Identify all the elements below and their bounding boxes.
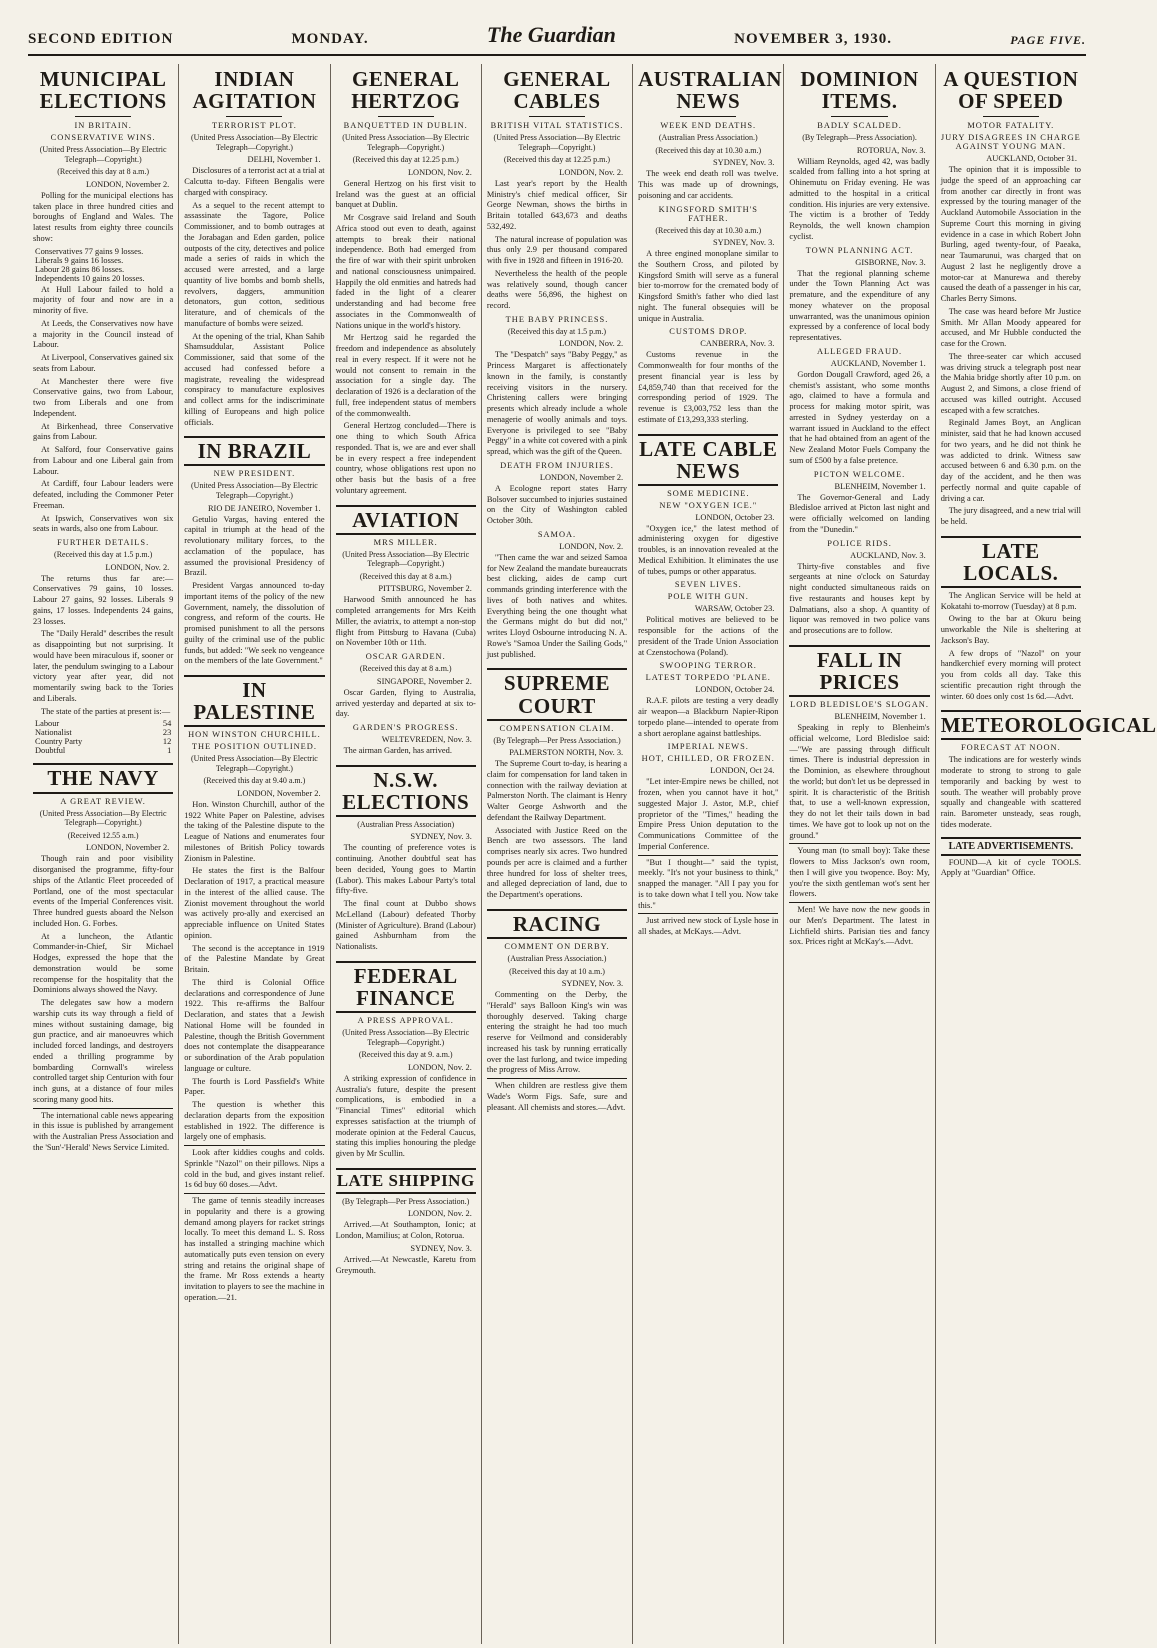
dateline: LONDON, Nov. 2. — [407, 167, 472, 177]
subheading: BADLY SCALDED. — [817, 121, 902, 131]
credit-line: (United Press Association—By Electric Telegraph—Copyright.) — [39, 808, 167, 828]
party-name: Doubtful — [35, 746, 66, 756]
subheading: OSCAR GARDEN. — [365, 652, 446, 662]
paragraph: The counting of preference votes is continuing. Another doubtful seat has been decided, Young goes to Martin (Labor). This makes Labour Party's total fifty-five. — [335, 843, 476, 896]
dateline: GISBORNE, Nov. 3. — [855, 257, 926, 267]
paragraph: The jury disagreed, and a new trial will be held. — [940, 506, 1081, 527]
subheading: FURTHER DETAILS. — [57, 538, 150, 548]
advertisement: Just arrived new stock of Lysle hose in all shades, at McKays.—Advt. — [638, 913, 778, 938]
table-cell: Labour 28 gains 86 losses. — [35, 264, 125, 274]
received-line: (Received this day at 12.25 p.m.) — [352, 155, 459, 165]
paragraph: "Oxygen ice," the latest method of administering oxygen for digestive troubles, is an innovation revealed at the Medical Exhibition. It eliminates the use of tubes, pumps or other apparatus. — [638, 523, 779, 576]
table-cell: Conservatives 77 gains 9 losses. — [35, 246, 144, 256]
subheading: BANQUETTED IN DUBLIN. — [343, 121, 468, 131]
table-row — [33, 265, 173, 274]
received-line: (Received this day at 12.25 p.m.) — [503, 155, 611, 165]
paragraph: The indications are for westerly winds moderate to strong to strong to gale temporarily and backing by west to south. The weather will probably prove squally and changeable with scattered rain. Barometer unsteady, seas rough, tides moderate. — [940, 755, 1081, 829]
paragraph: The opinion that it is impossible to judge the speed of an approaching car from another car directly in front was expressed by the touring manager of the Auckland Automobile Association in the Supreme Court this morning in giving evidence in a case in which Robert John Burling, aged twenty-four, of Paeaka, near Taumarunui, was charged that on August 2 last he negligently drove a motor-car at Manurewa and thereby caused the death of a passenger in his car, Charles Berry Simons. — [940, 165, 1081, 304]
dateline: BLENHEIM, November 1. — [834, 481, 926, 491]
subheading: COMMENT ON DERBY. — [504, 941, 610, 951]
column-3 — [331, 64, 482, 1644]
subheading: SAMOA. — [537, 529, 577, 539]
subheading: LORD BLEDISLOE'S SLOGAN. — [790, 700, 929, 710]
divider — [378, 116, 434, 117]
column-6 — [784, 64, 935, 1644]
paragraph: The delegates saw how a modern warship cuts its way through a field of mines without sustaining damage, big gun practice, and air manoeuvres which included forced landings, and destroyers ended a thrilling programme by bombarding Cornwall's wireless controlled target ship Centurion with four inch guns, at a distance of four miles scoring many good hits. — [33, 998, 174, 1104]
headline: FALL IN PRICES — [789, 645, 929, 697]
divider — [75, 116, 131, 117]
paragraph: The airman Garden, has arrived. — [343, 746, 452, 756]
headline: GENERAL CABLES — [503, 67, 611, 114]
paragraph: The final count at Dubbo shows McLelland (Labour) defeated Thorby (Minister of Agriculture). Brand (Labour) gained Ashburnham from the Nationalists. — [335, 899, 476, 952]
subheading: SWOOPING TERROR. — [659, 661, 757, 671]
subheading: SEVEN LIVES. — [674, 580, 742, 590]
paragraph: Owing to the bar at Okuru being unworkable the Nile is sheltering at Jackson's Bay. — [940, 614, 1081, 645]
dateline: LONDON, October 24. — [695, 685, 775, 695]
received-line: (Received 12.55 a.m.) — [67, 830, 139, 840]
headline: AVIATION — [336, 505, 476, 535]
subheading: THE POSITION OUTLINED. — [191, 742, 317, 752]
dateline: RIO DE JANEIRO, November 1. — [207, 503, 321, 513]
headline: MUNICIPAL ELECTIONS — [39, 67, 167, 114]
subheading: POLE WITH GUN. — [667, 592, 749, 602]
paragraph: A three engined monoplane similar to the Southern Cross, and piloted by Kingsford Smith will serve as a funeral bier to-morrow for the cremated body of Kingsford Smith's father who died last night. The funeral obsequies will be unique in Australia. — [638, 249, 779, 323]
headline: LATE CABLE NEWS — [638, 434, 778, 486]
paragraph: At Cardiff, four Labour leaders were defeated, including the Commoner Peter Freeman. — [33, 479, 174, 510]
paragraph: At Leeds, the Conservatives now have a majority in the Council instead of Labour. — [33, 318, 174, 350]
paragraph: At Salford, four Conservative gains from Labour and one Liberal gain from Labour. — [33, 445, 174, 476]
paragraph: At Birkenhead, three Conservative gains from Labour. — [33, 421, 174, 442]
divider — [680, 116, 736, 117]
credit-line: (Australian Press Association.) — [658, 133, 758, 143]
paragraph: The "Despatch" says "Baby Peggy," as Princess Margaret is affectionately known in the family, is constantly receiving visitors in the nursery. Christening callers were bringing presents which already include a whole menagerie of woolly animals and toys. Everyone is privileged to see "Baby Peggy" in a white cot covered with a pink spread, which was the gift of the Queen. — [486, 350, 628, 457]
paragraph: Mr Cosgrave said Ireland and South Africa stood out even to death, against attempts to break their national independence. Both had emerged from the fire of war with their spirit unbroken and national consciousness unimpaired. Happily the old enmities and hatreds had faded in the light of a clearer understanding and had become free associates in the Commonwealth of Nations unique in the world's history. — [335, 213, 476, 330]
dateline: LONDON, Nov. 2. — [559, 541, 624, 551]
table-row — [33, 274, 173, 283]
table-cell: Liberals 9 gains 16 losses. — [35, 255, 124, 265]
results-table — [33, 247, 173, 283]
table-cell: Independents 10 gains 20 losses. — [35, 273, 145, 283]
advertisement: When children are restless give them Wade's Worm Figs. Safe, sure and pleasant. All chemists and stores.—Advt. — [487, 1078, 627, 1113]
paragraph: At a luncheon, the Atlantic Commander-in-Chief, Sir Michael Hodges, expressed the hope that the demonstration would be some recompense for the hospitality that the Dominions always showed the Navy. — [33, 931, 174, 995]
party-count: 23 — [162, 728, 172, 738]
column-2 — [179, 64, 330, 1644]
dateline: AUCKLAND, November 1. — [830, 358, 926, 368]
divider — [831, 116, 887, 117]
paragraph: He states the first is the Balfour Declaration of 1917, a practical measure in the interest of the allied cause. The Zionist movement throughout the world was actively pro-ally and exercised an appreciable influence on United States opinion. — [184, 866, 325, 940]
subheading: WEEK END DEATHS. — [660, 121, 757, 131]
column-4 — [482, 64, 633, 1644]
advertisement: The international cable news appearing in this issue is published by arrangement with the Australian Press Association and the 'Sun'-'Herald' News Service Limited. — [33, 1108, 173, 1154]
credit-line: (United Press Association—By Electric Telegraph—Copyright.) — [342, 1028, 470, 1047]
headline: AUSTRALIAN NEWS — [638, 67, 782, 114]
paragraph: At Liverpool, Conservatives gained six seats from Labour. — [33, 353, 174, 373]
paragraph: R.A.F. pilots are testing a very deadly air weapon—a Blackburn Napier-Ripon torpedo plane—intended to operate from a short aeroplane against battleships. — [638, 696, 779, 738]
headline: SUPREME COURT — [487, 668, 627, 720]
subheading: HON WINSTON CHURCHILL. — [188, 730, 321, 740]
credit-line: (United Press Association—By Electric Telegraph—Copyright.) — [342, 133, 470, 152]
column-7 — [936, 64, 1157, 1644]
paragraph: At the opening of the trial, Khan Sahib Shamsuddular, Assistant Police Commissioner, said that some of the accused had confessed before a magistrate, revealing the widespread conspiracy to manufacture explosives and collect arms for the indiscriminate killing of Europeans and high police officials. — [184, 331, 325, 427]
dateline: SYDNEY, Nov. 3. — [561, 979, 624, 989]
paragraph: The Supreme Court to-day, is hearing a claim for compensation for land taken in connection with the railway deviation at Palmerston North. The claimant is Henry Walter George Ashworth and the defendant the Railway Department. — [486, 759, 628, 822]
paragraph: William Reynolds, aged 42, was badly scalded from falling into a hot spring at Ohinemutu on Friday evening. He was admitted to the hospital in a critical condition. His injuries are very extensive. The victim is a brother of Teddy Reynolds, the well known champion cyclist. — [789, 156, 930, 241]
column-5 — [633, 64, 784, 1644]
masthead-day: MONDAY. — [291, 31, 369, 47]
paragraph: The second is the acceptance in 1919 of the Palestine Mandate by Great Britain. — [184, 943, 325, 975]
headline: LATE SHIPPING — [336, 1168, 476, 1194]
credit-line: (United Press Association—By Electric Telegraph—Copyright.) — [39, 145, 167, 164]
paragraph: General Hertzog concluded—There is one thing to which South Africa responded. That is, we are and ever shall be in every respect a free independent country, whose obligations rest upon no other basis but the basis of a free voluntary agreement. — [335, 421, 476, 495]
dateline: SYDNEY, Nov. 3. — [712, 158, 775, 168]
paragraph: At Hull Labour failed to hold a majority of four and now are in a minority of five. — [33, 284, 174, 316]
headline: N.S.W. ELECTIONS — [336, 765, 476, 817]
dateline: AUCKLAND, October 31. — [986, 154, 1077, 164]
paragraph: President Vargas announced to-day important items of the policy of the new Government, namely, the dissolution of congress, and reform of the courts. He promised punishment to all the persons guilty of the criminal use of the public funds, but added: "We seek no vengeance on the members of the late Government." — [184, 581, 325, 666]
paragraph: Arrived.—At Southampton, Ionic; at London, Mamilius; at Colon, Rotorua. — [335, 1220, 476, 1241]
subheading: POLICE RIDS. — [827, 538, 892, 548]
dateline: LONDON, Nov. 2. — [559, 339, 624, 349]
party-count: 12 — [162, 737, 172, 747]
paragraph: The "Daily Herald" describes the result as disappointing but not surprising. It would have been miraculous if, sooner or later, the pendulum swinging to a Labour victory year after year, did not momentarily swing back to the Tories and Liberals. — [33, 629, 174, 703]
subheading: GARDEN'S PROGRESS. — [352, 723, 459, 733]
dateline: CANBERRA, Nov. 3. — [700, 339, 775, 349]
headline: FEDERAL FINANCE — [336, 961, 476, 1013]
subheading: SOME MEDICINE. — [667, 488, 750, 498]
dateline: SINGAPORE, November 2. — [376, 676, 472, 686]
dateline: LONDON, Nov. 2. — [105, 562, 170, 572]
credit-line: (Australian Press Association.) — [507, 953, 607, 963]
paragraph: A few drops of "Nazol" on your handkerchief every morning will protect you from colds all day. Take this scientific precaution right through the winter. 60 does only cost 1s 6d.—Advt. — [940, 648, 1081, 701]
received-line: (Received this day at 1.5 p.m.) — [54, 550, 153, 560]
paragraph: Customs revenue in the Commonwealth for four months of the present financial year is less by £4,859,740 than that received for the corresponding period of 1929. The revenue is £3,003,752 less than the estimate of £13,293,333 sterling. — [638, 350, 779, 424]
dateline: LONDON, Nov. 2. — [407, 1062, 472, 1072]
headline: IN PALESTINE — [184, 675, 324, 727]
party-name: Nationalist — [35, 728, 72, 738]
subheading: BRITISH VITAL STATISTICS. — [490, 121, 624, 131]
received-line: (Received this day at 1.5 p.m.) — [507, 326, 607, 336]
received-line: (Received this day at 10.30 a.m.) — [655, 225, 762, 235]
dateline: LONDON, Nov. 2. — [559, 167, 624, 177]
credit-line: (Australian Press Association) — [357, 819, 455, 829]
paragraph: Oscar Garden, flying to Australia, arrived yesterday and departed at six to-day. — [335, 687, 476, 719]
paragraph: Harwood Smith announced he has completed arrangements for Mrs Keith Miller, the aviatrix, to attempt a non-stop flight from Pittsburg to Havana (Cuba) on November 10th or 11th. — [335, 595, 476, 648]
advertisement: The game of tennis steadily increases in popularity and there is a growing demand among players for racket strings locally. To meet this demand L. S. Ross has installed a stringing machine which automatically puts even tension on every string and retains the original shape of the frame. Mr Ross extends a hearty invitation to players to see the machine in operation.—21. — [184, 1193, 324, 1304]
headline: IN BRAZIL — [184, 436, 324, 466]
subheading: FORECAST AT NOON. — [960, 743, 1061, 753]
headline: THE NAVY — [33, 763, 173, 793]
dateline: SYDNEY, Nov. 3. — [410, 832, 472, 842]
dateline: BLENHEIM, November 1. — [834, 712, 926, 722]
headline: METEOROLOGICAL — [941, 710, 1081, 740]
dateline: LONDON, November 2. — [237, 788, 321, 798]
headline: DOMINION ITEMS. — [800, 67, 919, 114]
advertisement: Men! We have now the new goods in our Men's Department. The latest in Lichfield shirts. Parisian ties and fancy sox. Prices right at McKay's.—Advt. — [789, 902, 929, 948]
advertisement: Look after kiddies coughs and colds. Sprinkle "Nazol" on their pillows. Nips a cold in the bud, and gives instant relief. 1s 6d buy 60 doses.—Advt. — [184, 1145, 324, 1191]
subheading: TOWN PLANNING ACT. — [805, 245, 914, 255]
credit-line: (By Telegraph—Per Press Association.) — [493, 735, 621, 745]
dateline: WARSAW, October 23. — [694, 604, 775, 614]
dateline: LONDON, Oct 24. — [710, 766, 775, 776]
credit-line: (By Telegraph—Per Press Association.) — [342, 1196, 470, 1206]
paragraph: As a sequel to the recent attempt to assassinate the Tagore, Police Commissioner, and to bomb outrages at the Jorabagan and Eden garden, police outposts of the city, detectives and police made a series of raids in which the accused were arrested, and a large quantity of live bombs and bomb shells, revolvers, daggers, ammunition detonators, gun cotton, seditious literature, and of chemicals of the manufacture of bombs were seized. — [184, 200, 325, 328]
paper-title: The Guardian — [486, 22, 616, 47]
credit-line: (United Press Association—By Electric Telegraph—Copyright.) — [342, 549, 470, 569]
paragraph: The question is whether this declaration departs from the exposition established in 1922. The difference is largely one of emphasis. — [184, 1100, 325, 1142]
page-number: PAGE FIVE. — [1010, 33, 1086, 47]
divider — [983, 116, 1039, 117]
dateline: LONDON, November 2. — [86, 179, 170, 189]
table-row — [33, 728, 173, 737]
divider — [529, 116, 585, 117]
credit-line: (United Press Association—By Electric Telegraph—Copyright.) — [190, 754, 318, 773]
dateline: WELTEVREDEN, Nov. 3. — [381, 735, 472, 745]
dateline: ROTORUA, Nov. 3. — [856, 145, 926, 155]
paragraph: Disclosures of a terrorist act at a trial at Calcutta to-day. Fifteen Bengalis were charged with conspiracy. — [184, 166, 325, 197]
table-row — [33, 737, 173, 746]
paragraph: The case was heard before Mr Justice Smith. Mr Allan Moody appeared for accused, and Mr Hubble conducted the case for the Crown. — [940, 306, 1081, 349]
party-name: Country Party — [35, 737, 83, 747]
credit-line: (United Press Association—By Electric Telegraph—Copyright.) — [190, 133, 318, 152]
credit-line: (United Press Association—By Electric Telegraph—Copyright.) — [190, 481, 318, 500]
paragraph: The three-seater car which accused was driving struck a telegraph post near the Mahia bridge shortly after 10 p.m. on August 2, and Simons, a close friend of accused was killed outright. Accused escaped with a few scratches. — [940, 351, 1081, 415]
paragraph: A Ecologne report states Harry Bolsover succumbed to injuries sustained on the City of Washington cabled October 30th. — [486, 483, 628, 526]
paragraph: Speaking in reply to Blenheim's official welcome, Lord Bledisloe said:—"We are passing through difficult times. There is industrial depression in the Dominion, as elsewhere throughout the world; but don't let us be depressed in spirit. It is characteristic of the British that, to use a well-known expression, they do not let their tails down in bad times. We have got to look up not on the ground." — [789, 723, 930, 840]
subheading: COMPENSATION CLAIM. — [499, 723, 615, 733]
dateline: PITTSBURG, November 2. — [378, 584, 472, 594]
paragraph: The fourth is Lord Passfield's White Paper. — [184, 1076, 325, 1097]
paragraph: "Then came the war and seized Samoa for New Zealand the mandate bureaucrats best clicking, aides de camp curt commands grinding interference with the lives of both natives and whites. Everything being the one thought what the Germans might do but did not," writes Lloyd Osbourne introducing N. A. Rowe's "Samoa Under the Sailing Gods," just published. — [486, 552, 628, 659]
table-row — [33, 746, 173, 755]
paragraph: At Manchester there were five Conservative gains, two from Labour, two from Liberals and one from Independent. — [33, 376, 174, 418]
section-band: LATE ADVERTISEMENTS. — [941, 837, 1081, 855]
subheading: ALLEGED FRAUD. — [816, 346, 903, 356]
paragraph: Nevertheless the health of the people was relatively sound, though cancer deaths were 56,896, the highest on record. — [486, 268, 628, 311]
paragraph: "But I thought—" said the typist, meekly. "It's not your business to think," snapped the manager. "All I pay you for is to take down what I tell you. Now take this." — [638, 855, 778, 912]
subheading: MOTOR FATALITY. — [967, 121, 1055, 131]
received-line: (Received this day at 10.30 a.m.) — [655, 145, 762, 155]
party-count: 54 — [162, 719, 172, 729]
paragraph: Mr Hertzog said he regarded the freedom and independence as absolutely real in every respect. If it were not he would not consent to remain in the association for a single day. The declaration of 1926 is a declaration of the full, free independent status of members of the commonwealth. — [335, 333, 476, 418]
paragraph: "Let inter-Empire news be chilled, not frozen, when you cannot have it hot," suggested Major J. Astor, M.P., chief proprietor of the "Times," heading the Empire Press Union deputation to the Communications Committee of the Imperial Conference. — [638, 777, 779, 851]
paragraph: Though rain and poor visibility disorganised the programme, fifty-four ships of the Atlantic Fleet proceeded of Portland, one of the most spectacular events of the Imperial Conferences visit. Three hundred guests aboard the Nelson included Hon. G. Forbes. — [33, 854, 174, 928]
received-line: (Received this day at 9.40 a.m.) — [203, 776, 306, 786]
paragraph: Commenting on the Derby, the "Herald" says Balloon King's win was thoroughly deserved. Taking charge entering the straight he had too much reserve for Veilmond and considerably increased his task by running erratically over the last furlong, and twice impeding the progress of Miss Arrow. — [486, 990, 628, 1075]
paragraph: Associated with Justice Reed on the Bench are two assessors. The land comprises nearly six acres. Two hundred pounds per acre is claimed and a further three hundred for loss of shelter trees, and alleged depreciation of land, due to the Department's operations. — [486, 825, 628, 900]
subheading: THE BABY PRINCESS. — [505, 314, 609, 324]
paragraph: Getulio Vargas, having entered the capital in triumph at the head of the revolutionary military forces, to the acclamation of the populace, has assumed the provisional Presidency of Brazil. — [184, 514, 325, 578]
masthead-date: NOVEMBER 3, 1930. — [734, 31, 892, 47]
dateline: LONDON, November 2. — [539, 472, 624, 482]
subheading: TERRORIST PLOT. — [211, 121, 297, 131]
subheading: IN BRITAIN. — [74, 121, 132, 131]
party-name: Labour — [35, 719, 60, 729]
paragraph: Polling for the municipal elections has taken place in three hundred cities and boroughs of England and Wales. The latest results from eighty three councils show: — [33, 190, 174, 243]
paragraph: The returns thus far are:—Conservatives 79 gains, 10 losses. Labour 27 gains, 92 losses. Liberals 9 gains, 17 losses. Independents 24 gains, 23 losses. — [33, 573, 174, 626]
paragraph: Political motives are believed to be responsible for the actions of the president of the Trade Union Association at Czenstochowa (Poland). — [638, 615, 779, 657]
subheading: IMPERIAL NEWS. — [667, 742, 749, 752]
dateline: LONDON, November 2. — [86, 843, 170, 853]
edition-label: SECOND EDITION — [28, 31, 174, 47]
subheading: DEATH FROM INJURIES. — [500, 460, 614, 470]
table-row — [33, 247, 173, 256]
dateline: LONDON, October 23. — [695, 512, 775, 522]
subheading: A GREAT REVIEW. — [60, 796, 146, 806]
paragraph: Gordon Dougall Crawford, aged 26, a chemist's assistant, who some months ago, claimed to have a formula and process for making motor spirit, was arrested in Sydney yesterday on a warrant issued in Auckland to the effect that he had obtained from an agent of the New Zealand Motor Fuels Company the sum of £500 by a false pretence. — [789, 369, 930, 465]
paragraph: Thirty-five constables and five sergeants at nine o'clock on Saturday night conducted simultaneous raids on five restaurants and houses kept by Dalmatians, also a shop. A quantity of liquor was removed in two police vans and prosecutions are to follow. — [789, 561, 930, 636]
subheading: JURY DISAGREES IN CHARGE AGAINST YOUNG MAN. — [940, 133, 1081, 152]
paragraph: The Governor-General and Lady Bledisloe arrived at Picton last night and were officially welcomed on landing from the "Dunedin." — [789, 492, 930, 534]
subheading: MRS MILLER. — [373, 537, 438, 547]
dateline: SYDNEY, Nov. 3. — [712, 238, 775, 248]
paragraph: That the regional planning scheme under the Town Planning Act was premature, and the expenditure of any money whatever on the proposal unwarranted, was the unanimous opinion expressed by a conference of local body representatives. — [789, 268, 930, 343]
paragraph: Hon. Winston Churchill, author of the 1922 White Paper on Palestine, advises the taking of the Palestine dispute to the League of Nations and enumerates four milestones of British Policy towards Zionism in Palestine. — [184, 799, 325, 863]
paragraph: A striking expression of confidence in Australia's future, despite the present complications, is embodied in a "Financial Times" editorial which expresses satisfaction at the triumph of moderate opinion at the Federal Caucus, stating this implies honouring the pledge given by Mr Scullin. — [335, 1073, 476, 1159]
subheading: A PRESS APPROVAL. — [357, 1016, 454, 1026]
subheading: CONSERVATIVE WINS. — [50, 133, 156, 143]
received-line: (Received this day at 10 a.m.) — [509, 966, 605, 976]
dateline: LONDON, Nov. 2. — [407, 1209, 472, 1219]
headline: A QUESTION OF SPEED — [943, 67, 1079, 114]
credit-line: (United Press Association—By Electric Telegraph—Copyright.) — [493, 133, 621, 152]
paragraph: Last year's report by the Health Ministry's chief medical officer, Sir George Newman, shows the births in Britain totalled 643,673 and deaths 532,492. — [486, 178, 628, 231]
masthead — [28, 0, 1086, 56]
paragraph: At Ipswich, Conservatives won six seats in wards, also one from Labour. — [33, 513, 174, 534]
paragraph: Reginald James Boyt, an Anglican minister, said that he had known accused for two years, and he did not think he was addicted to drink. Witness saw accused between 6 and 6.30 p.m. on the day of the accident, and he then was perfectly normal and quite capable of driving a car. — [940, 418, 1081, 503]
dateline: PALMERSTON NORTH, Nov. 3. — [509, 748, 624, 758]
advertisement: FOUND—A kit of cycle TOOLS. Apply at "Guardian" Office. — [941, 855, 1081, 880]
table-row — [33, 719, 173, 728]
columns — [28, 64, 1157, 1644]
subheading: CUSTOMS DROP. — [669, 327, 748, 337]
headline: GENERAL HERTZOG — [351, 67, 461, 114]
party-count: 1 — [167, 746, 172, 756]
column-1 — [28, 64, 179, 1644]
subheading: PICTON WELCOME. — [813, 469, 906, 479]
parties-table — [33, 719, 173, 755]
paragraph: General Hertzog on his first visit to Ireland was the guest at an official banquet at Dublin. — [335, 178, 476, 210]
headline: RACING — [487, 909, 627, 939]
subheading: NEW PRESIDENT. — [213, 469, 296, 479]
headline: INDIAN AGITATION — [192, 67, 317, 114]
paragraph: The state of the parties at present is:— — [41, 706, 171, 716]
table-row — [33, 256, 173, 265]
headline: LATE LOCALS. — [941, 536, 1081, 588]
received-line: (Received this day at 9. a.m.) — [358, 1050, 453, 1060]
paragraph: The Anglican Service will be held at Kokatahi to-morrow (Tuesday) at 8 p.m. — [940, 590, 1081, 611]
paragraph: The week end death roll was twelve. This was made up of drownings, poisoning and car accidents. — [638, 169, 779, 200]
received-line: (Received this day at 8 a.m.) — [359, 571, 452, 581]
paragraph: The natural increase of population was thus only 2.9 per thousand compared with five in 1928 and fifteen in 1916-20. — [486, 234, 628, 266]
dateline: DELHI, November 1. — [247, 155, 321, 165]
divider — [226, 116, 282, 117]
credit-line: (By Telegraph—Press Association). — [802, 133, 917, 143]
dateline: SYDNEY, Nov. 3. — [410, 1243, 472, 1253]
received-line: (Received this day at 8 a.m.) — [359, 664, 452, 674]
subheading: LATEST TORPEDO 'PLANE. — [645, 673, 771, 683]
dateline: AUCKLAND, Nov. 3. — [850, 550, 926, 560]
subheading: KINGSFORD SMITH'S FATHER. — [658, 204, 758, 223]
paragraph: Arrived.—At Newcastle, Karetu from Greymouth. — [335, 1254, 476, 1275]
paragraph: The third is Colonial Office declarations and correspondence of June 1922. This re-affirms the Balfour Declaration, and states that a Jewish National Home will be founded in Palestine, though the British Government does not contemplate the disappearance or subordination of the Arab population language or culture. — [184, 977, 325, 1073]
paragraph: Young man (to small boy): Take these flowers to Miss Jackson's own room, then I will give you twopence. Boy: My, you're the sixth gentleman wot's sent her flowers. — [789, 843, 929, 900]
subheading: HOT, CHILLED, OR FROZEN. — [641, 754, 775, 764]
subheading: NEW "OXYGEN ICE." — [659, 500, 758, 510]
received-line: (Received this day at 8 a.m.) — [57, 167, 150, 177]
